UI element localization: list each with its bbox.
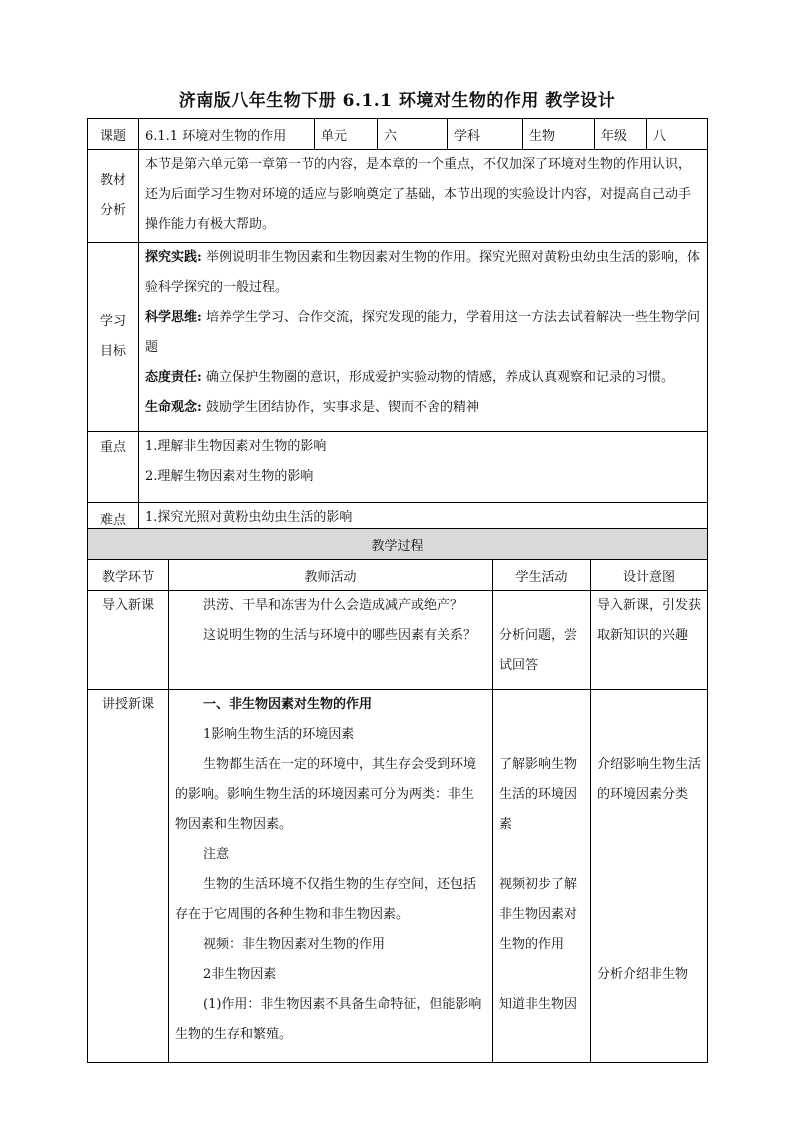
- unit-label: 单元: [315, 119, 378, 150]
- lecture-heading: [175, 690, 486, 720]
- intro-teacher-line: 洪涝、干旱和冻害为什么会造成减产或绝产？: [203, 598, 464, 613]
- goal-item: [145, 363, 701, 393]
- lecture-teacher: [169, 690, 493, 1063]
- unit-value: 六: [378, 119, 448, 150]
- lecture-student-line: 知道非生物因: [499, 997, 578, 1012]
- goal-item: [145, 303, 701, 363]
- goal-item: [145, 393, 701, 423]
- lecture-stage-text: 讲授新课: [101, 697, 154, 712]
- key-point-item: 2.理解生物因素对生物的影响: [145, 469, 314, 484]
- difficult-points-label: 难点: [88, 503, 139, 534]
- subject-label: 学科: [448, 119, 523, 150]
- intro-student: [493, 591, 591, 690]
- teaching-process-table: [87, 528, 708, 1063]
- key-points-label: 重点: [88, 432, 139, 503]
- lecture-student-line: 视频初步了解非生物因素对生物的作用: [499, 877, 578, 952]
- lecture-teacher-line: 生物都生活在一定的环境中，其生存会受到环境的影响。影响生物生活的环境因素可分为两类：非生物因素和生物因素。: [175, 757, 477, 832]
- goals-content: [139, 243, 708, 432]
- goal-item: [145, 243, 701, 303]
- process-title: 教学过程: [88, 529, 708, 560]
- lecture-teacher-line: 1影响生物生活的环境因素: [203, 727, 355, 742]
- lecture-stage: [88, 690, 169, 1063]
- course-label: 课题: [88, 119, 139, 150]
- intro-teacher-line: 这说明生物的生活与环境中的哪些因素有关系？: [203, 628, 477, 643]
- goal-text: 确立保护生物圈的意识，形成爱护实验动物的情感，养成认真观察和记录的习惯。: [201, 370, 674, 385]
- analysis-text: 本节是第六单元第一章第一节的内容，是本章的一个重点，不仅加深了环境对生物的作用认识，还为后面学习生物对环境的适应与影响奠定了基础，本节出现的实验设计内容，对提高自己动手操作能力有极大帮助。: [139, 150, 708, 243]
- lecture-teacher-line: (1)作用：非生物因素不具备生命特征，但能影响生物的生存和繁殖。: [175, 997, 482, 1042]
- lecture-intent-line: 分析介绍非生物: [597, 967, 689, 982]
- subject-value: 生物: [523, 119, 595, 150]
- analysis-label: 教材分析: [88, 150, 139, 243]
- goals-label: 学习目标: [88, 243, 139, 432]
- key-point-item: 1.理解非生物因素对生物的影响: [145, 439, 327, 454]
- goal-text: 鼓励学生团结协作，实事求是、锲而不舍的精神: [201, 400, 479, 415]
- intro-stage-text: 导入新课: [101, 598, 154, 613]
- intro-teacher: [169, 591, 493, 690]
- course-value: 6.1.1 环境对生物的作用: [139, 119, 315, 150]
- lecture-teacher-line: 生物的生活环境不仅指生物的生存空间，还包括存在于它周围的各种生物和非生物因素。: [175, 877, 477, 922]
- page-title: 济南版八年生物下册 6.1.1 环境对生物的作用 教学设计: [178, 91, 616, 111]
- lecture-student-line: 了解影响生物生活的环境因素: [499, 757, 578, 832]
- goal-text: 举例说明非生物因素和生物因素对生物的作用。探究光照对黄粉虫幼虫生活的影响，体验科学探究的一般过程。: [145, 250, 700, 295]
- grade-value: 八: [647, 119, 708, 150]
- lecture-teacher-line: 注意: [203, 847, 230, 862]
- lecture-student: [493, 690, 591, 1063]
- intro-intent-text: 导入新课，引发获取新知识的兴趣: [597, 598, 702, 643]
- header-student: 学生活动: [493, 560, 591, 591]
- goal-text: 培养学生学习、合作交流，探究发现的能力，学着用这一方法去试着解决一些生物学问题: [145, 310, 700, 355]
- intro-student-text: 分析问题，尝试回答: [499, 628, 578, 673]
- lecture-teacher-line: 视频：非生物因素对生物的作用: [203, 937, 386, 952]
- lesson-info-table: [87, 118, 708, 534]
- header-stage: 教学环节: [88, 560, 169, 591]
- lecture-intent-line: 介绍影响生物生活的环境因素分类: [597, 757, 702, 802]
- goal-title: 生命观念:: [145, 400, 202, 415]
- difficult-point-item: 1.探究光照对黄粉虫幼虫生活的影响: [145, 510, 353, 525]
- lecture-teacher-line: 2非生物因素: [203, 967, 277, 982]
- lecture-intent: [591, 690, 708, 1063]
- key-points-content: [139, 432, 708, 503]
- goal-title: 态度责任:: [145, 370, 202, 385]
- goal-title: 科学思维:: [145, 310, 202, 325]
- header-teacher: 教师活动: [169, 560, 493, 591]
- grade-label: 年级: [595, 119, 647, 150]
- lecture-heading-text: 一、非生物因素对生物的作用: [203, 697, 373, 712]
- header-intent: 设计意图: [591, 560, 708, 591]
- intro-stage: [88, 591, 169, 690]
- intro-intent: [591, 591, 708, 690]
- goal-title: 探究实践:: [145, 250, 202, 265]
